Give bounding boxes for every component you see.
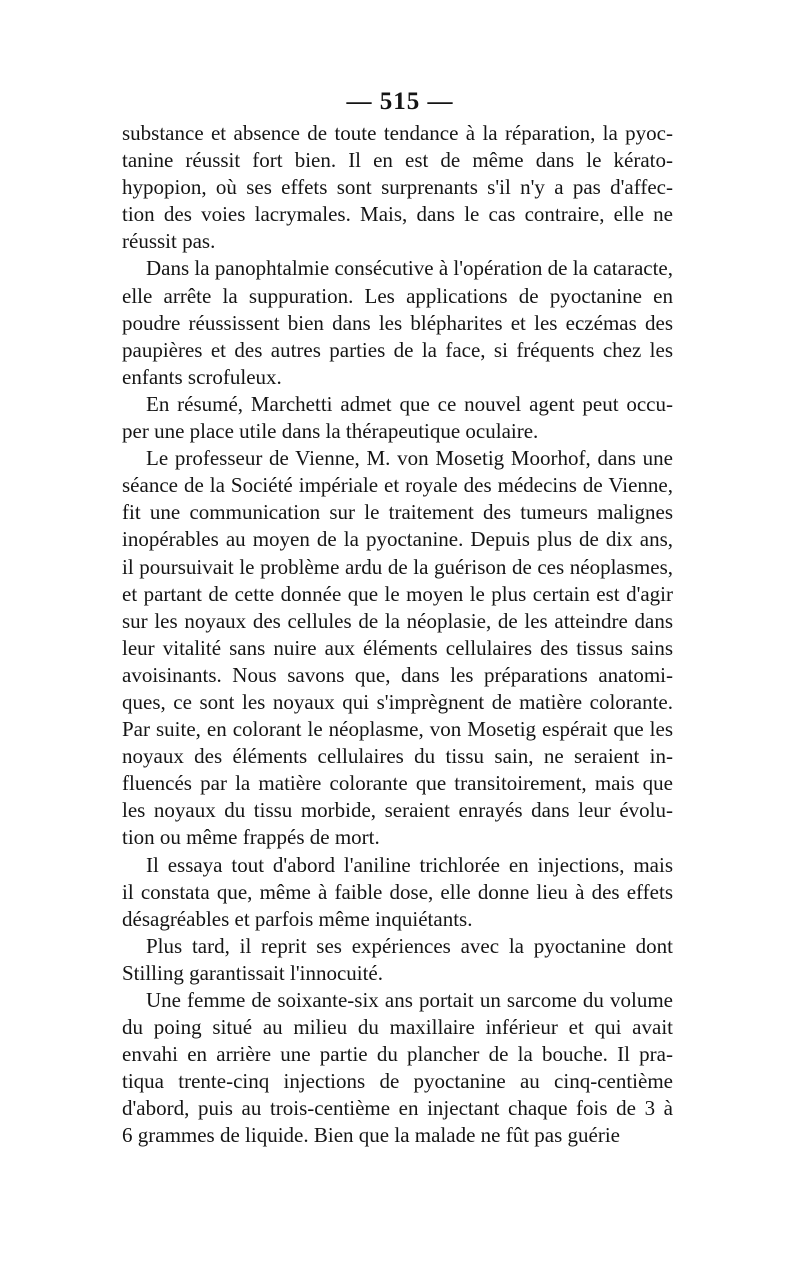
text-line: d'abord, puis au trois-centième en injectant chaque fois de 3 à [122,1096,673,1121]
text-line: séance de la Société impériale et royale des médecins de Vienne, [122,473,673,498]
text-line: enfants scrofuleux. [122,364,282,389]
text-line: Une femme de soixante-six ans portait un sarcome du volume [146,988,673,1012]
text-line: tion ou même frappés de mort. [122,825,380,850]
text-line: désagréables et parfois même inquiétants. [122,906,473,931]
text-line: et partant de cette donnée que le moyen le plus certain est d'agir [122,581,673,606]
text-line: Stilling garantissait l'innocuité. [122,960,384,985]
text-line: Il essaya tout d'abord l'aniline trichlorée en injections, mais [146,852,673,877]
text-line: ques, ce sont les noyaux qui s'imprègnent de matière colorante. [122,689,673,714]
paragraph [122,445,673,851]
text-line: il constata que, même à faible dose, elle donne lieu à des effets [122,879,673,904]
text-line: leur vitalité sans nuire aux éléments cellulaires des tissus sains [122,635,673,660]
text-line: fluencés par la matière colorante que transitoirement, mais que [122,771,673,796]
text-line: tion des voies lacrymales. Mais, dans le cas contraire, elle ne [122,202,673,227]
paragraph [122,120,673,255]
text-line: Le professeur de Vienne, M. von Mosetig Moorhof, dans une [146,446,673,471]
paragraph [122,391,673,445]
text-line: Plus tard, il reprit ses expériences avec la pyoctanine dont [146,933,673,958]
paragraph [122,852,673,933]
text-line: les noyaux du tissu morbide, seraient enrayés dans leur évolu- [122,798,673,823]
text-line: réussit pas. [122,229,216,254]
text-line: hypopion, où ses effets sont surprenants s'il n'y a pas d'affec- [122,175,673,200]
paragraph [122,933,673,987]
text-line: Par suite, en colorant le néoplasme, von Mosetig espérait que les [122,717,673,742]
text-line: 6 grammes de liquide. Bien que la malade ne fût pas guérie [122,1123,621,1148]
text-line: avoisinants. Nous savons que, dans les préparations anatomi- [122,662,673,687]
paragraph [122,987,673,1150]
text-line: du poing situé au milieu du maxillaire inférieur et qui avait [122,1015,673,1040]
text-line: inopérables au moyen de la pyoctanine. Depuis plus de dix ans, [122,527,673,552]
text-line: Dans la panophtalmie consécutive à l'opération de la cataracte, [146,256,673,281]
page-number: — 515 — [346,88,454,115]
text-line: envahi en arrière une partie du plancher de la bouche. Il pra- [122,1042,673,1067]
text-line: per une place utile dans la thérapeutique oculaire. [122,419,539,444]
text-line: substance et absence de toute tendance à la réparation, la pyoc- [122,121,673,145]
text-line: noyaux des éléments cellulaires du tissu sain, ne seraient in- [122,744,673,769]
text-line: fit une communication sur le traitement des tumeurs malignes [122,500,673,525]
text-line: tanine réussit fort bien. Il en est de même dans le kérato- [122,148,673,173]
paragraph [122,255,673,390]
text-line: paupières et des autres parties de la face, si fréquents chez les [122,337,673,362]
text-line: il poursuivait le problème ardu de la guérison de ces néoplasmes, [122,554,673,579]
text-line: En résumé, Marchetti admet que ce nouvel agent peut occu- [146,391,673,416]
text-line: sur les noyaux des cellules de la néoplasie, de les atteindre dans [122,608,673,633]
body-text [122,120,673,1150]
text-line: elle arrête la suppuration. Les applications de pyoctanine en [122,283,673,308]
text-line: tiqua trente-cinq injections de pyoctanine au cinq-centième [122,1069,673,1094]
text-line: poudre réussissent bien dans les blépharites et les eczémas des [122,310,673,335]
